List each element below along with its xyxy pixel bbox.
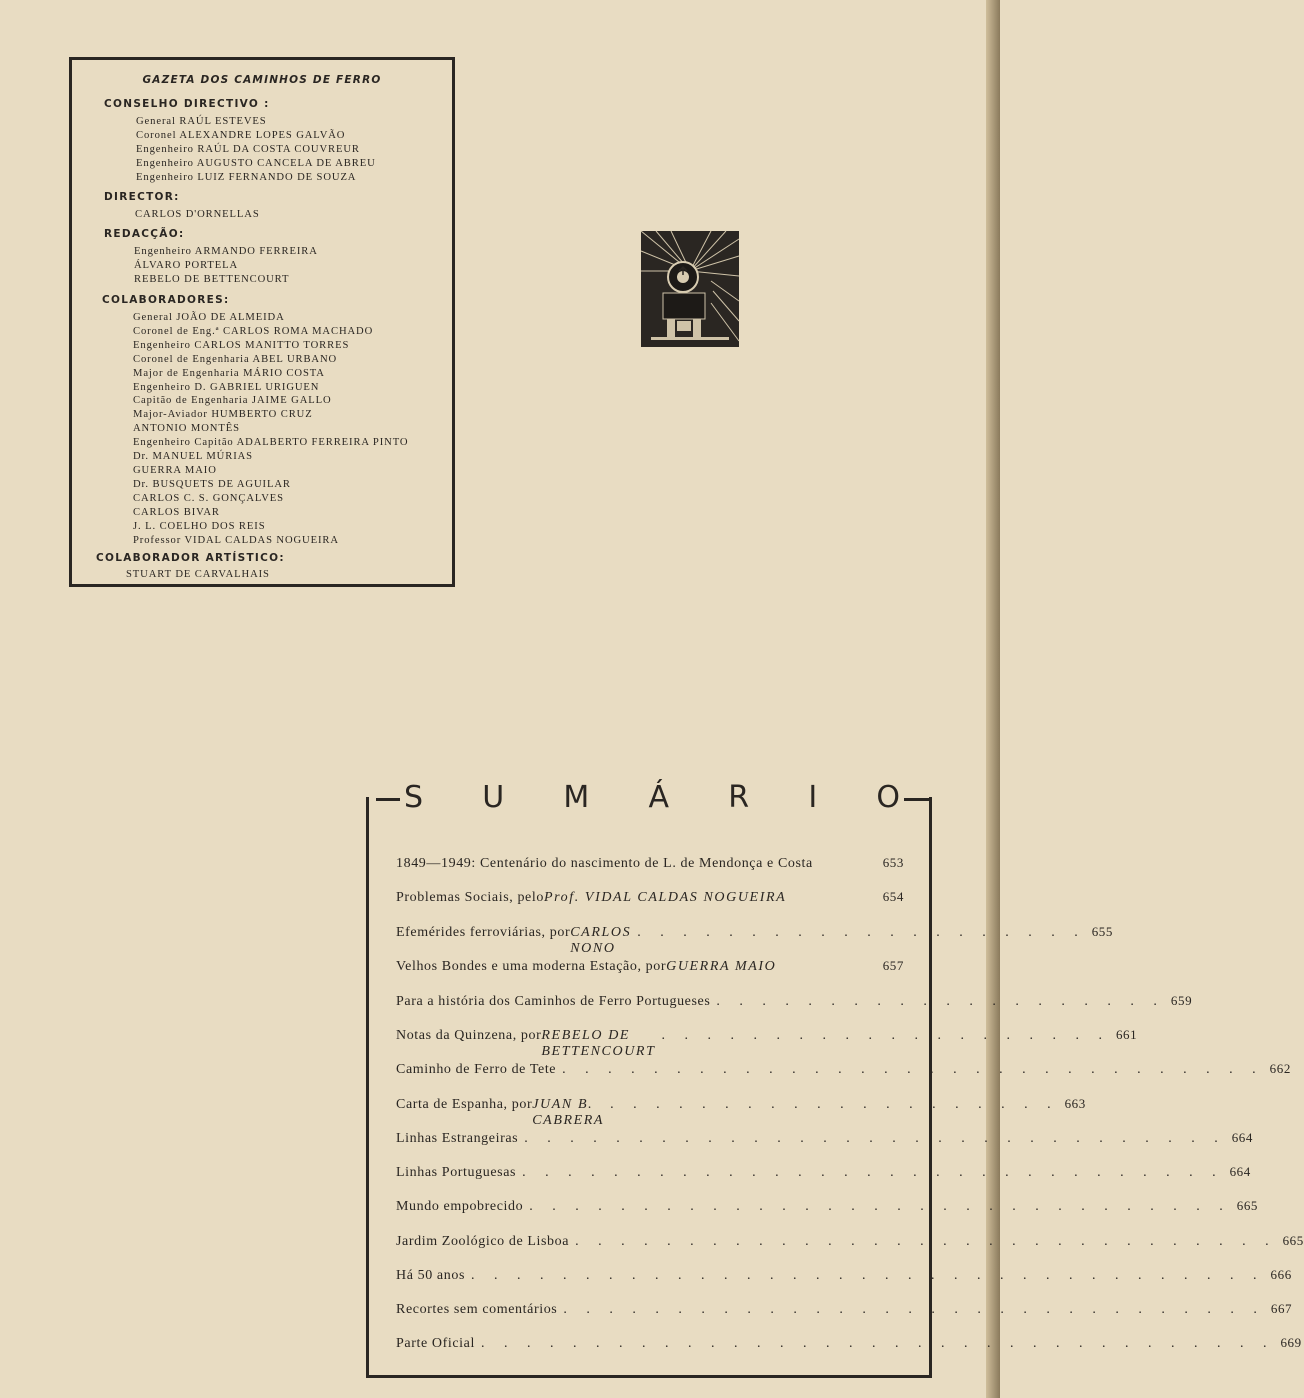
- staff-member: J. L. COELHO DOS REIS: [133, 520, 266, 532]
- conselho-heading: CONSELHO DIRECTIVO :: [104, 98, 270, 110]
- staff-member: Engenheiro ARMANDO FERREIRA: [134, 246, 318, 257]
- redaccao-list: [134, 245, 318, 287]
- toc-page-number: 653: [882, 855, 904, 870]
- toc-author: Prof. VIDAL CALDAS NOGUEIRA: [543, 890, 787, 905]
- redaccao-heading: REDACÇÃO:: [104, 228, 185, 240]
- toc-author: JUAN B. CABRERA: [532, 1097, 605, 1128]
- toc-title: Há 50 anos: [396, 1268, 465, 1283]
- toc-title: Mundo empobrecido: [396, 1199, 524, 1214]
- toc-entry[interactable]: [396, 1130, 1254, 1150]
- toc-page-number: 654: [882, 889, 904, 904]
- toc-page-number: 659: [1170, 993, 1193, 1008]
- toc-page-number: 664: [1231, 1130, 1254, 1145]
- staff-member: Engenheiro LUIZ FERNANDO DE SOUZA: [136, 171, 357, 183]
- toc-page-number: 666: [1270, 1267, 1292, 1282]
- toc-title: Recortes sem comentários: [396, 1302, 558, 1317]
- toc-entry[interactable]: [396, 1335, 1302, 1355]
- artistico-list: [126, 568, 270, 582]
- staff-member: GUERRA MAIO: [133, 464, 217, 476]
- toc-leader: . . . . . . . . . . . . . . . . . . . .: [610, 1097, 1059, 1112]
- sumario-letter: I: [808, 780, 818, 815]
- staff-member: Engenheiro CARLOS MANITTO TORRES: [133, 339, 350, 351]
- toc-leader: . . . . . . . . . . . . . . . . . . . .: [661, 1028, 1110, 1043]
- toc-title: Parte Oficial: [396, 1336, 475, 1351]
- staff-member: Capitão de Engenharia JAIME GALLO: [133, 395, 332, 407]
- toc-title: 1849—1949: Centenário do nascimento de L. de Mendonça e Costa: [396, 856, 813, 871]
- staff-member: ANTONIO MONTÊS: [133, 423, 240, 435]
- toc-entry[interactable]: [396, 924, 1113, 956]
- sumario-letter: S: [404, 780, 424, 815]
- staff-member: Engenheiro RAÚL DA COSTA COUVREUR: [136, 143, 360, 155]
- toc-title: Efemérides ferroviárias, por: [396, 925, 571, 940]
- toc-entry[interactable]: [396, 1198, 1259, 1218]
- toc-entry[interactable]: [396, 1164, 1251, 1184]
- toc-entry[interactable]: [396, 1061, 1291, 1081]
- toc-leader: . . . . . . . . . . . . . . . . . . . . . . . . . . . . . . . . . . .: [480, 1336, 1275, 1351]
- toc-entry[interactable]: [396, 993, 1193, 1013]
- staff-member: Dr. MANUEL MÚRIAS: [133, 451, 253, 463]
- staff-member: Coronel de Engenharia ABEL URBANO: [133, 353, 338, 365]
- toc-title: Para a história dos Caminhos de Ferro Portugueses: [396, 994, 711, 1009]
- staff-member: CARLOS BIVAR: [133, 506, 220, 518]
- toc-page-number: 655: [1091, 924, 1113, 939]
- toc-page-number: 657: [882, 958, 904, 973]
- masthead-title: GAZETA DOS CAMINHOS DE FERRO: [142, 74, 382, 86]
- toc-entry[interactable]: [396, 889, 904, 909]
- staff-member: Major-Aviador HUMBERTO CRUZ: [133, 409, 313, 421]
- toc-page-number: 667: [1270, 1301, 1293, 1316]
- toc-title: Notas da Quinzena, por: [396, 1028, 542, 1043]
- toc-page-number: 665: [1236, 1198, 1259, 1213]
- toc-leader: . . . . . . . . . . . . . . . . . . . . . . . . . . . . . . .: [575, 1234, 1277, 1249]
- director-heading: DIRECTOR:: [104, 191, 180, 203]
- toc-entry[interactable]: [396, 1096, 1086, 1128]
- staff-member: REBELO DE BETTENCOURT: [134, 273, 290, 285]
- colaboradores-list: [133, 311, 408, 547]
- artistico-heading: COLABORADOR ARTÍSTICO:: [96, 552, 285, 564]
- staff-member: CARLOS C. S. GONÇALVES: [133, 492, 284, 504]
- toc-entry[interactable]: [396, 1027, 1138, 1059]
- toc-leader: . . . . . . . . . . . . . . . . . . . .: [716, 994, 1165, 1009]
- train-locomotive-illustration: [641, 231, 739, 347]
- director-list: [135, 208, 260, 222]
- sumario-letter: U: [482, 780, 505, 815]
- toc-page-number: 669: [1280, 1335, 1302, 1350]
- staff-member: Coronel ALEXANDRE LOPES GALVÃO: [136, 129, 346, 141]
- toc-title: Linhas Portuguesas: [396, 1165, 517, 1180]
- toc-leader: . . . . . . . . . . . . . . . . . . . . . . . . . . . . . . .: [522, 1165, 1224, 1180]
- toc-page-number: 662: [1269, 1061, 1291, 1076]
- toc-leader: . . . . . . . . . . . . . . . . . . . . . . . . . . . . . . .: [529, 1199, 1231, 1214]
- page-right-edge: [986, 0, 1000, 1398]
- staff-member: Major de Engenharia MÁRIO COSTA: [133, 367, 325, 379]
- staff-member: STUART DE CARVALHAIS: [126, 569, 270, 580]
- sumario-box: [366, 797, 932, 1378]
- toc-title: Problemas Sociais, pelo: [396, 890, 544, 905]
- toc-page-number: 663: [1064, 1096, 1086, 1111]
- staff-member: Professor VIDAL CALDAS NOGUEIRA: [133, 534, 339, 546]
- staff-member: Dr. BUSQUETS DE AGUILAR: [133, 478, 291, 490]
- staff-member: General RAÚL ESTEVES: [136, 116, 267, 127]
- toc-leader: . . . . . . . . . . . . . . . . . . . . . . . . . . . . . . .: [524, 1131, 1226, 1146]
- toc-title: Jardim Zoológico de Lisboa: [396, 1234, 570, 1249]
- toc-page-number: 661: [1115, 1027, 1138, 1042]
- sumario-letter: Á: [648, 780, 670, 815]
- toc-leader: . . . . . . . . . . . . . . . . . . . .: [637, 925, 1086, 940]
- toc-entry[interactable]: [396, 855, 904, 875]
- staff-member: Engenheiro AUGUSTO CANCELA DE ABREU: [136, 157, 376, 169]
- colaboradores-heading: COLABORADORES:: [102, 294, 230, 306]
- masthead-box: [69, 57, 455, 587]
- staff-member: CARLOS D'ORNELLAS: [135, 209, 260, 220]
- toc-author: GUERRA MAIO: [666, 959, 777, 974]
- staff-member: Engenheiro Capitão ADALBERTO FERREIRA PINTO: [133, 437, 409, 449]
- staff-member: Engenheiro D. GABRIEL URIGUEN: [133, 381, 320, 393]
- toc-leader: . . . . . . . . . . . . . . . . . . . . . . . . . . . . . . .: [563, 1302, 1265, 1317]
- toc-page-number: 664: [1229, 1164, 1251, 1179]
- sumario-letter: R: [728, 780, 750, 815]
- staff-member: ÁLVARO PORTELA: [134, 259, 239, 271]
- toc-title: Carta de Espanha, por: [396, 1097, 533, 1112]
- sumario-letter: M: [563, 780, 590, 815]
- toc-entry[interactable]: [396, 1267, 1292, 1287]
- toc-title: Velhos Bondes e uma moderna Estação, por: [396, 959, 667, 974]
- conselho-list: [136, 115, 376, 185]
- sumario-letter: O: [876, 780, 900, 815]
- staff-member: Coronel de Eng.ª CARLOS ROMA MACHADO: [133, 325, 374, 337]
- toc-title: Linhas Estrangeiras: [396, 1131, 519, 1146]
- toc-entry[interactable]: [396, 1301, 1293, 1321]
- toc-entry[interactable]: [396, 1233, 1304, 1253]
- toc-leader: . . . . . . . . . . . . . . . . . . . . . . . . . . . . . . . . . . .: [471, 1268, 1265, 1283]
- staff-member: General JOÃO DE ALMEIDA: [133, 312, 285, 323]
- toc-author: CARLOS NONO: [570, 925, 632, 956]
- toc-author: REBELO DE BETTENCOURT: [541, 1028, 656, 1059]
- toc-leader: . . . . . . . . . . . . . . . . . . . . . . . . . . . . . . .: [562, 1062, 1264, 1077]
- toc-entry[interactable]: [396, 958, 904, 978]
- toc-page-number: 665: [1282, 1233, 1304, 1248]
- toc-title: Caminho de Ferro de Tete: [396, 1062, 557, 1077]
